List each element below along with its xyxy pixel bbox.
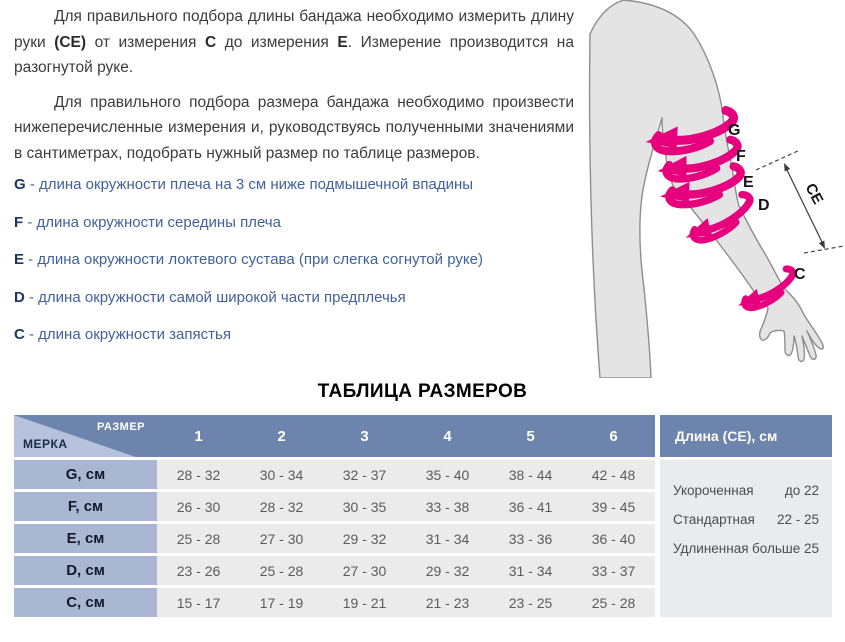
size-value-cell: 29 - 32 [342, 530, 387, 547]
measurement-letter: F [14, 213, 24, 231]
ce-label: CE [801, 180, 827, 208]
size-value-cell: 19 - 21 [342, 594, 387, 611]
band-label-e: E [743, 174, 754, 191]
length-panel-row [660, 534, 832, 563]
size-row-values [157, 556, 655, 585]
intro-text-run: Для правильного подбора размера бандажа необходимо произвести нижеперечисленные измерения и, руководствуясь полученными значениями в сантиметрах, подобрать нужный размер по таблице размеров. [14, 93, 574, 162]
size-row-label: C, см [14, 588, 157, 617]
size-value-cell: 38 - 44 [508, 466, 553, 483]
size-value-cell: 30 - 35 [342, 498, 387, 515]
size-value-cell: 23 - 25 [508, 594, 553, 611]
length-panel [660, 415, 832, 617]
size-value-cell: 27 - 30 [342, 562, 387, 579]
size-column-header: 2 [277, 427, 286, 445]
measurement-item [14, 327, 586, 344]
size-row-label: F, см [14, 492, 157, 521]
measurement-description: - длина окружности плеча на 3 см ниже подмышечной впадины [25, 176, 474, 193]
intro-text [14, 4, 574, 166]
size-table-row [14, 460, 655, 489]
size-value-cell: 30 - 34 [259, 466, 304, 483]
size-row-label: G, см [14, 460, 157, 489]
size-value-cell: 21 - 23 [425, 594, 470, 611]
length-variant-value: 22 - 25 [776, 512, 819, 527]
size-value-cell: 25 - 28 [176, 530, 221, 547]
size-row-values [157, 492, 655, 521]
size-column-headers [157, 415, 655, 457]
measurement-item [14, 252, 586, 269]
band-label-f: F [736, 148, 746, 165]
length-variant-value: больше 25 [752, 541, 819, 556]
size-value-cell: 33 - 38 [425, 498, 470, 515]
intro-text-run: . Измерение производится на разогнутой руке. [14, 33, 574, 76]
length-panel-body [660, 460, 832, 617]
size-value-cell: 36 - 40 [591, 530, 636, 547]
size-value-cell: 42 - 48 [591, 466, 636, 483]
length-variant-label: Укороченная [673, 483, 754, 498]
intro-text-run: Для правильного подбора длины бандажа необходимо измерить длину руки [14, 8, 574, 51]
size-row-values [157, 588, 655, 617]
size-value-cell: 33 - 37 [591, 562, 636, 579]
length-variant-label: Стандартная [673, 512, 755, 527]
size-value-cell: 25 - 28 [591, 594, 636, 611]
corner-merka-label: МЕРКА [23, 437, 68, 451]
size-table-body [14, 460, 655, 617]
measurement-description: - длина окружности запястья [24, 326, 231, 343]
size-table-title: ТАБЛИЦА РАЗМЕРОВ [317, 381, 528, 402]
measurement-description: - длина окружности середины плеча [23, 213, 281, 231]
size-value-cell: 27 - 30 [259, 530, 304, 547]
size-value-cell: 15 - 17 [176, 594, 221, 611]
size-value-cell: 26 - 30 [176, 498, 221, 515]
intro-text-run: до измерения [216, 33, 338, 51]
size-value-cell: 35 - 40 [425, 466, 470, 483]
size-column-header: 1 [194, 427, 203, 445]
length-panel-row [660, 476, 832, 505]
size-value-cell: 28 - 32 [176, 466, 221, 483]
length-variant-label: Удлиненная [673, 541, 749, 556]
size-column-header: 5 [526, 427, 535, 445]
intro-text-run: от измерения [86, 33, 205, 51]
size-table-row [14, 492, 655, 521]
measurement-letter: G [14, 176, 26, 193]
size-row-values [157, 460, 655, 489]
size-value-cell: 28 - 32 [259, 498, 304, 515]
measurement-item [14, 177, 586, 194]
ce-arrow [784, 163, 825, 249]
intro-paragraph-1 [14, 4, 574, 81]
size-table-row [14, 588, 655, 617]
size-value-cell: 39 - 45 [591, 498, 636, 515]
measurement-letter: C [14, 326, 25, 343]
intro-paragraph-2 [14, 90, 574, 167]
length-variant-value: до 22 [784, 483, 819, 498]
size-column-header: 3 [360, 427, 369, 445]
size-table [14, 415, 655, 617]
size-row-values [157, 524, 655, 553]
band-label-c: C [794, 266, 806, 283]
arm-measurement-diagram [578, 0, 845, 378]
size-value-cell: 32 - 37 [342, 466, 387, 483]
corner-size-label: РАЗМЕР [96, 421, 145, 433]
size-table-header [14, 415, 655, 457]
intro-bold-term: С [204, 33, 217, 51]
size-value-cell: 36 - 41 [508, 498, 553, 515]
band-label-g: G [728, 122, 741, 139]
size-value-cell: 17 - 19 [259, 594, 304, 611]
size-table-row [14, 556, 655, 585]
measurement-letter: E [14, 251, 25, 268]
measurement-item [14, 290, 586, 307]
size-corner-cell [14, 415, 157, 457]
measurement-letter: D [14, 288, 25, 306]
size-value-cell: 25 - 28 [259, 562, 304, 579]
measurement-item [14, 215, 586, 232]
measurement-description: - длина окружности самой широкой части предплечья [24, 288, 406, 306]
size-column-header: 6 [609, 427, 618, 445]
intro-bold-term: Е [337, 33, 348, 51]
size-column-header: 4 [443, 427, 452, 445]
measurement-description: - длина окружности локтевого сустава (при слегка согнутой руке) [24, 251, 483, 268]
size-row-label: D, см [14, 556, 157, 585]
size-table-row [14, 524, 655, 553]
size-value-cell: 31 - 34 [508, 562, 553, 579]
size-value-cell: 29 - 32 [425, 562, 470, 579]
band-label-d: D [758, 197, 770, 214]
measurement-list [14, 177, 586, 365]
ce-dashed-line-top [756, 150, 800, 170]
size-value-cell: 33 - 36 [508, 530, 553, 547]
size-value-cell: 23 - 26 [176, 562, 221, 579]
length-panel-header: Длина (СЕ), см [660, 415, 832, 457]
size-value-cell: 31 - 34 [425, 530, 470, 547]
size-row-label: E, см [14, 524, 157, 553]
intro-bold-term: (СЕ) [54, 33, 87, 51]
length-panel-row [660, 505, 832, 534]
